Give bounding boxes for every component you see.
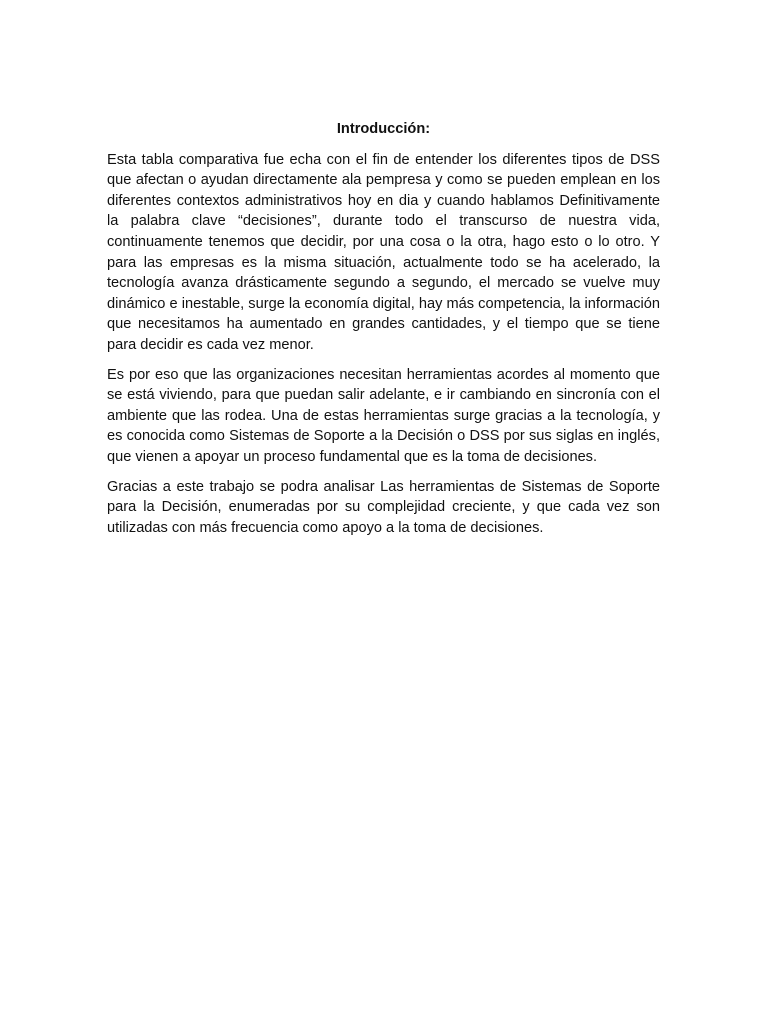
paragraph-3: Gracias a este trabajo se podra analisar Las herramientas de Sistemas de Soporte para la Decisión, enumeradas por su complejidad creciente, y que cada vez son utilizadas con más frecuencia como apoyo a la toma de decisiones. <box>107 478 660 536</box>
paragraph-2: Es por eso que las organizaciones necesitan herramientas acordes al momento que se está viviendo, para que puedan salir adelante, e ir cambiando en sincronía con el ambiente que las rodea. Una de estas herramientas surge gracias a la tecnología, y es conocida como Sistemas de Soporte a la Decisión o DSS por sus siglas en inglés, que vienen a apoyar un proceso fundamental que es la toma de decisiones. <box>107 366 660 465</box>
document-body <box>107 119 660 547</box>
document-title: Introducción: <box>336 121 431 137</box>
paragraph-1: Esta tabla comparativa fue echa con el fin de entender los diferentes tipos de DSS que afectan o ayudan directamente ala pempresa y como se pueden emplean en los diferentes contextos administrativos hoy en dia y cuando hablamos Definitivamente la palabra clave “decisiones”, durante todo el transcurso de nuestra vida, continuamente tenemos que decidir, por una cosa o la otra, hago esto o lo otro. Y para las empresas es la misma situación, actualmente todo se ha acelerado, la tecnología avanza drásticamente segundo a segundo, el mercado se vuelve muy dinámico e inestable, surge la economía digital, hay más competencia, la información que necesitamos ha aumentado en grandes cantidades, y el tiempo que se tiene para decidir es cada vez menor. <box>107 151 660 353</box>
